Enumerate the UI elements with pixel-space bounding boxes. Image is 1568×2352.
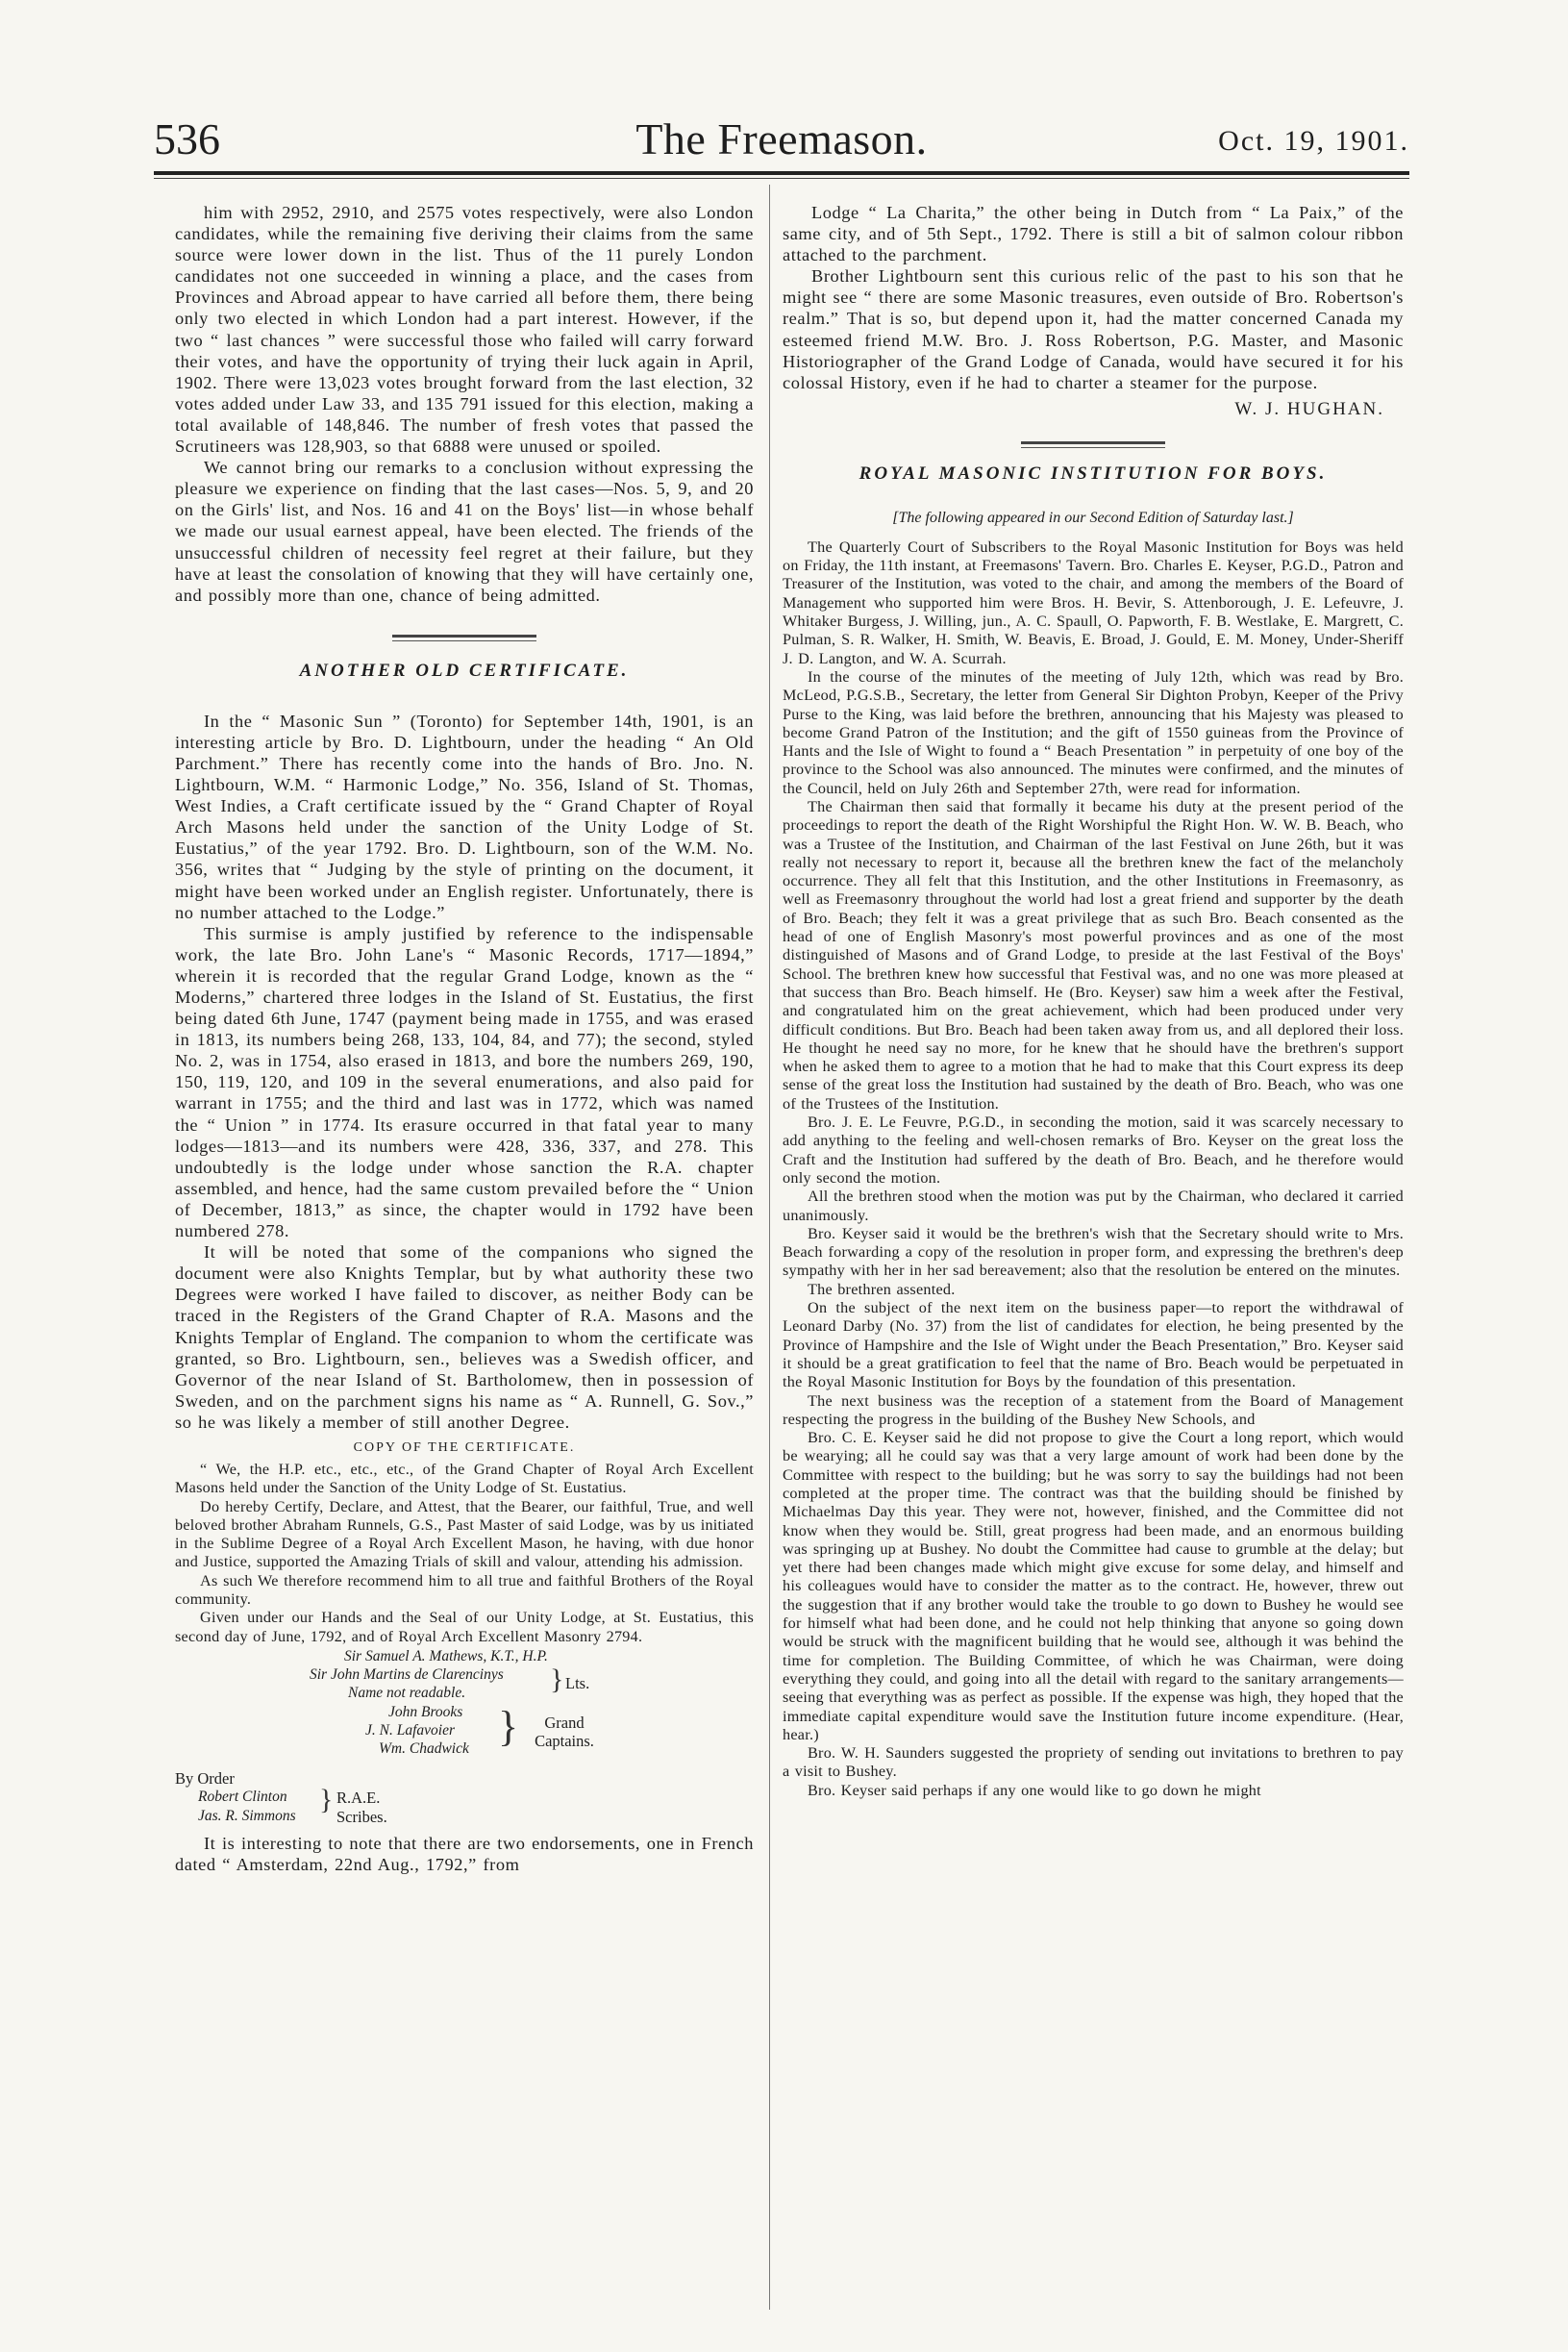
article-heading: ANOTHER OLD CERTIFICATE. xyxy=(299,660,630,681)
author-signature: W. J. HUGHAN. xyxy=(1234,398,1384,419)
report-paragraph: In the course of the minutes of the meeting of July 12th, which was read by Bro. McLeod, P.G.S.B., Secretary, the letter from General Sir Dighton Probyn, Keeper of the Privy Purse to the King, was laid before the brethren, announcing that his Majesty was pleased to become Grand Patron of the Institution; and the gift of 1550 guineas from the Province of Hants and the Isle of Wight to found a “ Beach Presentation ” in perpetuity of one boy of the province to the School was also announced. The minutes were confirmed, and the minutes of the Council, held on July 26th and September 27th, were read for information. xyxy=(783,667,1404,797)
masthead-rule-thin xyxy=(154,178,1409,179)
article-heading: ROYAL MASONIC INSTITUTION FOR BOYS. xyxy=(859,463,1328,484)
report-paragraph: On the subject of the next item on the business paper—to report the withdrawal of Leonard Darby (No. 37) from the list of candidates for election, he being presented by the Province of Hampshire and the Isle of Wight under the Beach Presentation,” Bro. Keyser said it should be a great gratification to feel that the name of Bro. Beach would be perpetuated in the Royal Masonic Institution for Boys by the foundation of this presentation. xyxy=(783,1299,1404,1391)
paragraph: Lodge “ La Charita,” the other being in Dutch from “ La Paix,” of the same city, and of 5th Sept., 1792. There is still a bit of salmon colour ribbon attached to the parchment. xyxy=(783,203,1404,265)
paragraph: Brother Lightbourn sent this curious relic of the past to his son that he might see “ there are some Masonic treasures, even outside of Bro. Robertson's realm.” That is so, but depend upon it, had the matter concerned Canada my esteemed friend M.W. Bro. J. Ross Robertson, P.G. Master, and Masonic Historiographer of the Grand Lodge of Canada, would have secured it for his colossal History, even if he had to charter a steamer for the purpose. xyxy=(783,266,1404,392)
certificate-text: As such We therefore recommend him to all true and faithful Brothers of the Royal community. xyxy=(175,1571,754,1609)
paragraph: It will be noted that some of the companions who signed the document were also Knights Templar, but by what authority these two Degrees were worked I have failed to discover, as neither Body can be traced in the Registers of the Grand Chapter of R.A. Masons and the Knights Templar of England. The companion to whom the certificate was granted, so Bro. Lightbourn, sen., believes was a Swedish officer, and Governor of the near Island of St. Bartholomew, then in possession of Sweden, and on the parchment signs his name as “ A. Runnell, G. Sov.,” so he was likely a member of still another Degree. xyxy=(175,1242,754,1432)
column-divider xyxy=(769,185,770,2310)
report-paragraph: Bro. W. H. Saunders suggested the propriety of sending out invitations to brethren to pay a visit to Bushey. xyxy=(783,1744,1404,1781)
right-column xyxy=(783,202,1404,1800)
signatory: John Brooks xyxy=(388,1703,463,1720)
report-paragraph: Bro. Keyser said perhaps if any one would like to go down he might xyxy=(808,1781,1261,1799)
paragraph: It is interesting to note that there are two endorsements, one in French dated “ Amsterdam, 22nd Aug., 1792,” from xyxy=(175,1833,754,1875)
newspaper-title: The Freemason. xyxy=(635,114,928,163)
report-paragraph: The brethren assented. xyxy=(808,1280,956,1298)
report-paragraph: Bro. C. E. Keyser said he did not propose to give the Court a long report, which would be wearying; all he could say was that a very large amount of work had been done by the Committee with respect to the building; but he was sorry to say the buildings had not been completed at the proper time. The contract was that the building should be finished by Michaelmas Day this year. They were not, however, finished, and the Committee did not know when they would be. Still, great progress had been made, and an enormous building was springing up at Bushey. No doubt the Committee had cause to grumble at the delay; but yet there had been changes made which might give excuse for some delay, and himself and his colleagues would have to consider the matter as to the contract. He, however, threw out the suggestion that if any brother would take the trouble to go down to Bushey he would see for himself what had been done, and he could not help thinking that anyone so going down would be struck with the magnificent building that he would see, although it was behind the time for completion. The Building Committee, of which he was Chairman, were doing everything they could, and going into all the detail with regard to the sanitary arrangements—seeing that everything was as perfect as possible. If the expense was high, they hoped that the immediate capital expenditure would save the Institution future income expenditure. (Hear, hear.) xyxy=(783,1429,1404,1743)
paragraph: him with 2952, 2910, and 2575 votes respectively, were also London candidates, while the remaining five deriving their claims from the same source were lower down in the list. Thus of the 11 purely London candidates not one succeeded in winning a place, and the cases from Provinces and Abroad appear to have carried all before them, there being only two elected in which London had a part interest. However, if the two “ last chances ” were successful those who failed will carry forward their votes, and have the opportunity of trying their luck again in April, 1902. There were 13,023 votes brought forward from the last election, 32 votes added under Law 33, and 135 791 issued for this election, making a total available of 148,846. The number of fresh votes that passed the Scrutineers was 128,903, so that 6888 were unused or spoiled. xyxy=(175,203,754,457)
paragraph: We cannot bring our remarks to a conclusion without expressing the pleasure we experience on finding that the last cases—Nos. 5, 9, and 20 on the Girls' list, and Nos. 16 and 41 on the Boys' list—in whose behalf we made our usual earnest appeal, have been elected. The friends of the unsuccessful children of necessity feel regret at their failure, but they have at least the consolation of knowing that they will have certainly one, and possibly more than one, chance of being admitted. xyxy=(175,458,754,605)
role-label: Scribes. xyxy=(336,1807,387,1826)
certificate-text: Given under our Hands and the Seal of our Unity Lodge, at St. Eustatius, this second day of June, 1792, and of Royal Arch Excellent Masonry 2794. xyxy=(175,1609,754,1645)
signatory: J. N. Lafavoier xyxy=(365,1721,455,1739)
signatory: Jas. R. Simmons xyxy=(198,1807,296,1824)
report-paragraph: Bro. J. E. Le Feuvre, P.G.D., in seconding the motion, said it was scarcely necessary to add anything to the feeling and well-chosen remarks of Bro. Keyser on the great loss the Craft and the Institution had suffered by the death of Bro. Beach, and he therefore would only second the motion. xyxy=(783,1113,1404,1187)
issue-date: Oct. 19, 1901. xyxy=(1218,125,1409,157)
report-paragraph: The Quarterly Court of Subscribers to the Royal Masonic Institution for Boys was held on Friday, the 11th instant, at Freemasons' Tavern. Bro. Charles E. Keyser, P.G.D., Patron and Treasurer of the Institution, was voted to the chair, and among the members of the Board of Management who supported him were Bros. H. Bevir, S. Attenborough, J. E. Lefeuvre, J. Whitaker Burgess, J. Willing, jun., A. C. Spaull, O. Papworth, F. B. Westlake, E. Margrett, C. Pulman, S. R. Walker, H. Smith, W. Beavis, E. Broad, J. Gould, E. M. Money, Under-Sheriff J. D. Langton, and W. A. Scurrah. xyxy=(783,538,1404,667)
scribes: By Order Robert Clinton Jas. R. Simmons } R.A.E. Scribes. xyxy=(175,1768,387,1826)
editorial-note: [The following appeared in our Second Edition of Saturday last.] xyxy=(892,509,1294,526)
signatory: Robert Clinton xyxy=(198,1788,287,1805)
signatory: Name not readable. xyxy=(348,1684,466,1701)
certificate-text: “ We, the H.P. etc., etc., etc., of the Grand Chapter of Royal Arch Excellent Masons held under the Sanction of the Unity Lodge of St. Eustatius. xyxy=(175,1460,754,1497)
signatory: Sir Samuel A. Mathews, K.T., H.P. xyxy=(344,1647,548,1664)
certificate-heading: COPY OF THE CERTIFICATE. xyxy=(353,1439,576,1455)
signatory: Sir John Martins de Clarencinys xyxy=(310,1665,504,1683)
role-label: Lts. xyxy=(565,1673,590,1692)
report-paragraph: The Chairman then said that formally it became his duty at the present period of the proceedings to report the death of the Right Worshipful the Right Hon. W. W. B. Beach, who was a Trustee of the Institution, and Chairman of the last Festival on June 26th, but it was really not necessary to report it, because all the brethren knew the fact of the melancholy occurrence. They all felt that this Institution, and the other Institutions in Freemasonry, as well as Freemasonry throughout the world had lost a great friend and supporter by the death of Bro. Beach; they felt it was a great privilege that as such Bro. Beach consented as the head of one of English Masonry's most powerful provinces and as one of the most distinguished of Masons and of Grand Lodge, to preside at the last Festival of the Boys' School. The brethren knew how successful that Festival was, and no one was more pleased at that success than Bro. Beach himself. He (Bro. Keyser) saw him a week after the Festival, and congratulated him on the great achievement, which had been produced under very difficult conditions. But Bro. Beach had been taken away from us, and all deplored their loss. He thought he need say no more, for he knew that he should have the brethren's support when he asked them to agree to a motion that he had to make that this Court express its deep sense of the great loss the Institution had sustained by the death of Bro. Beach, who was one of the Trustees of the Institution. xyxy=(783,798,1404,1113)
paragraph: This surmise is amply justified by reference to the indispensable work, the late Bro. John Lane's “ Masonic Records, 1717—1894,” wherein it is recorded that the regular Grand Lodge, known as the “ Moderns,” chartered three lodges in the Island of St. Eustatius, the first being dated 6th June, 1747 (payment being made in 1755, and was erased in 1813, its numbers being 268, 133, 104, 84, and 77); the second, styled No. 2, was in 1754, also erased in 1813, and bore the numbers 269, 190, 150, 119, 120, and 109 in the several enumerations, and also paid for warrant in 1755; and the third and last was in 1772, which was named the “ Union ” in 1774. Its erasure occurred in that fatal year to many lodges—1813—and its numbers were 428, 336, 337, and 278. This undoubtedly is the lodge under whose sanction the R.A. chapter assembled, and hence, had the same custom prevailed before the “ Union of December, 1813,” as since, the chapter would in 1792 have been numbered 278. xyxy=(175,923,754,1241)
report-paragraph: All the brethren stood when the motion was put by the Chairman, who declared it carried unanimously. xyxy=(783,1188,1404,1224)
signatories: Sir Samuel A. Mathews, K.T., H.P. Sir John Martins de Clarencinys Name not readable. } Lts. John Brooks J. N. Lafavoier Wm. Chadwick } Grand Captains. xyxy=(175,1646,754,1769)
masthead-rule xyxy=(154,171,1409,175)
by-order: By Order xyxy=(175,1768,235,1788)
certificate-text: Do hereby Certify, Declare, and Attest, that the Bearer, our faithful, True, and well beloved brother Abraham Runnels, G.S., Past Master of said Lodge, was by us initiated in the Sublime Degree of a Royal Arch Excellent Mason, he having, with due honor and Justice, supported the Amazing Trials of skill and valour, attending his admission. xyxy=(175,1497,754,1571)
signatory: Wm. Chadwick xyxy=(379,1739,469,1757)
report-paragraph: Bro. Keyser said it would be the brethren's wish that the Secretary should write to Mrs. Beach forwarding a copy of the resolution in proper form, and expressing the brethren's deep sympathy with her in her sad bereavement; also that the resolution be entered on the minutes. xyxy=(783,1224,1404,1280)
role-label: R.A.E. xyxy=(336,1788,381,1807)
left-column xyxy=(175,202,754,1875)
role-label: Grand Captains. xyxy=(535,1713,594,1750)
page-number: 536 xyxy=(154,114,220,163)
report-paragraph: The next business was the reception of a statement from the Board of Management respecting the progress in the building of the Bushey New Schools, and xyxy=(783,1391,1404,1428)
paragraph: In the “ Masonic Sun ” (Toronto) for September 14th, 1901, is an interesting article by Bro. D. Lightbourn, under the heading “ An Old Parchment.” There has recently come into the hands of Bro. Jno. N. Lightbourn, W.M. “ Harmonic Lodge,” No. 356, Island of St. Thomas, West Indies, a Craft certificate issued by the “ Grand Chapter of Royal Arch Masons held under the sanction of the Unity Lodge of St. Eustatius,” of the year 1792. Bro. D. Lightbourn, son of the W.M. No. 356, writes that “ Judging by the style of printing on the document, it might have been worked under an English register. Unfortunately, there is no number attached to the Lodge.” xyxy=(175,711,754,922)
